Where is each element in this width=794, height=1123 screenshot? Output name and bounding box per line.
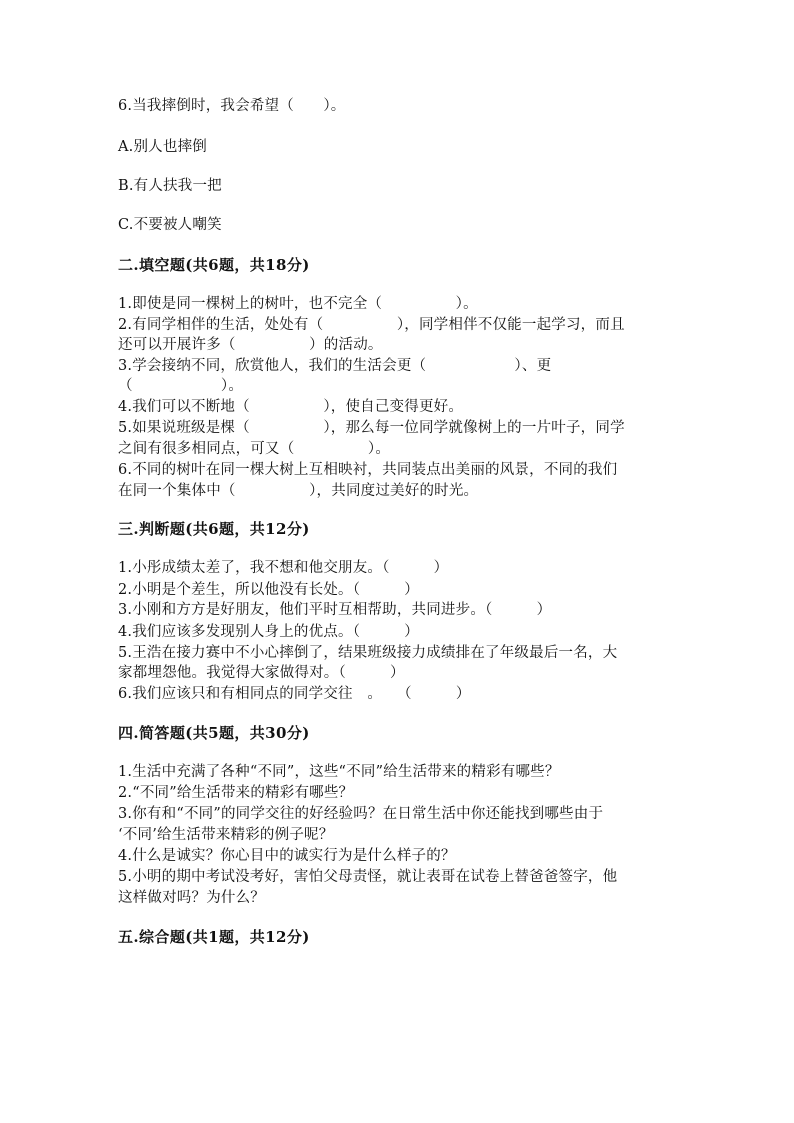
short-answer-line: 5.小明的期中考试没考好，害怕父母责怪，就让表哥在试卷上替爸爸签字，他 xyxy=(118,869,618,885)
fill-blank-line: （ ）。 xyxy=(118,378,244,394)
fill-blank-line: 还可以开展许多（ ）的活动。 xyxy=(118,337,383,353)
short-answer-line: 4.什么是诚实？你心目中的诚实行为是什么样子的？ xyxy=(118,848,456,864)
fill-blank-line: 5.如果说班级是棵（ ），那么每一位同学就像树上的一片叶子，同学 xyxy=(118,420,625,436)
section-heading-short-answer: 四.简答题(共5题，共30分) xyxy=(118,724,310,742)
short-answer-line: 这样做对吗？为什么？ xyxy=(118,890,265,906)
short-answer-line: ‘不同’给生活带来精彩的例子呢？ xyxy=(118,827,334,843)
mc-option-a: A.别人也摔倒 xyxy=(118,139,207,155)
section-heading-comprehensive: 五.综合题(共1题，共12分) xyxy=(118,928,310,946)
true-false-line: 3.小刚和方方是好朋友，他们平时互相帮助，共同进步。（ ） xyxy=(118,602,552,618)
true-false-line: 2.小明是个差生，所以他没有长处。（ ） xyxy=(118,582,419,598)
true-false-line: 家都埋怨他。我觉得大家做得对。（ ） xyxy=(118,665,405,681)
fill-blank-line: 6.不同的树叶在同一棵大树上互相映衬，共同装点出美丽的风景，不同的我们 xyxy=(118,462,618,478)
mc-question-6: 6.当我摔倒时，我会希望（ ）。 xyxy=(118,98,346,114)
section-heading-true-false: 三.判断题(共6题，共12分) xyxy=(118,520,310,538)
fill-blank-line: 在同一个集体中（ ），共同度过美好的时光。 xyxy=(118,483,479,499)
true-false-line: 6.我们应该只和有相同点的同学交往 。 （ ） xyxy=(118,686,471,702)
mc-option-c: C.不要被人嘲笑 xyxy=(118,217,222,233)
fill-blank-line: 2.有同学相伴的生活，处处有（ ），同学相伴不仅能一起学习，而且 xyxy=(118,317,625,333)
mc-option-b: B.有人扶我一把 xyxy=(118,178,222,194)
section-heading-fill-blank: 二.填空题(共6题，共18分) xyxy=(118,256,310,274)
fill-blank-line: 3.学会接纳不同，欣赏他人，我们的生活会更（ ）、更 xyxy=(118,358,552,374)
true-false-line: 5.王浩在接力赛中不小心摔倒了，结果班级接力成绩排在了年级最后一名，大 xyxy=(118,645,618,661)
short-answer-line: 3.你有和“不同”的同学交往的好经验吗？在日常生活中你还能找到哪些由于 xyxy=(118,806,604,822)
true-false-line: 4.我们应该多发现别人身上的优点。（ ） xyxy=(118,624,419,640)
true-false-line: 1.小彤成绩太差了，我不想和他交朋友。（ ） xyxy=(118,560,449,576)
short-answer-line: 1.生活中充满了各种“不同”，这些“不同”给生活带来的精彩有哪些？ xyxy=(118,764,560,780)
short-answer-line: 2.“不同”给生活带来的精彩有哪些？ xyxy=(118,785,354,801)
fill-blank-line: 之间有很多相同点，可又（ ）。 xyxy=(118,441,391,457)
fill-blank-line: 4.我们可以不断地（ ），使自己变得更好。 xyxy=(118,399,464,415)
fill-blank-line: 1.即使是同一棵树上的树叶，也不完全（ ）。 xyxy=(118,296,478,312)
